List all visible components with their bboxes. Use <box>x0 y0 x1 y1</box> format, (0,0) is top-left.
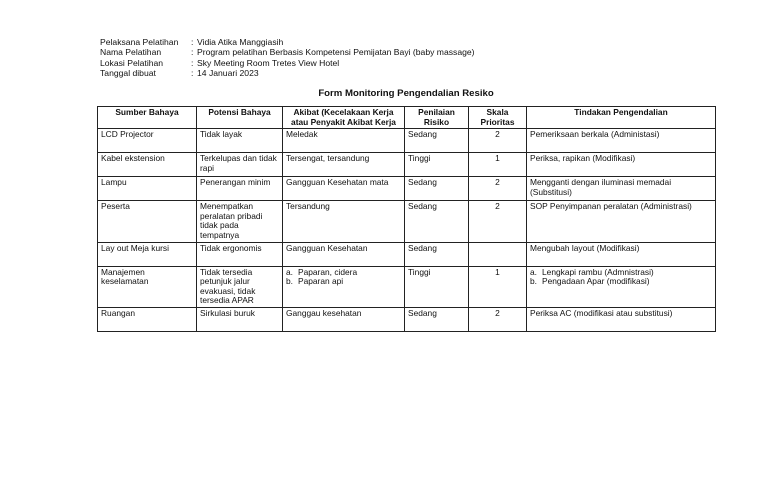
akibat-list <box>286 268 401 287</box>
cell-potensi: Tidak layak <box>197 129 283 153</box>
header-tindakan-pengendalian: Tindakan Pengendalian <box>527 107 716 129</box>
table-header-row <box>98 107 716 129</box>
table-row <box>98 177 716 201</box>
header-akibat: Akibat (Kecelakaan Kerja atau Penyakit Akibat Kerja <box>283 107 405 129</box>
header-penilaian-risiko: Penilaian Risiko <box>405 107 469 129</box>
info-value: Vidia Atika Manggiasih <box>197 37 284 47</box>
cell-tindakan: Mengganti dengan iluminasi memadai (Substitusi) <box>527 177 716 201</box>
info-colon: : <box>191 47 194 58</box>
info-value: Sky Meeting Room Tretes View Hotel <box>197 57 340 68</box>
info-row-pelaksana <box>100 37 475 47</box>
table-row <box>98 201 716 242</box>
info-value: Program pelatihan Berbasis Kompetensi Pemijatan Bayi (baby massage) <box>197 47 475 58</box>
info-colon: : <box>191 37 194 47</box>
cell-skala: 2 <box>469 307 527 331</box>
table-row <box>98 307 716 331</box>
cell-potensi: Tidak tersedia petunjuk jalur evakuasi, tidak tersedia APAR <box>197 266 283 307</box>
info-colon: : <box>191 68 194 79</box>
info-row-tanggal <box>100 68 475 78</box>
info-value: 14 Januari 2023 <box>197 68 259 79</box>
cell-tindakan: SOP Penyimpanan peralatan (Administrasi) <box>527 201 716 242</box>
cell-tindakan: Pemeriksaan berkala (Administasi) <box>527 129 716 153</box>
cell-penilaian: Sedang <box>405 177 469 201</box>
cell-akibat: Gangguan Kesehatan <box>283 242 405 266</box>
cell-skala: 2 <box>469 177 527 201</box>
info-label: Nama Pelatihan <box>100 47 162 58</box>
cell-penilaian: Tinggi <box>405 153 469 177</box>
cell-skala <box>469 242 527 266</box>
list-item-text: Pengadaan Apar (modifikasi) <box>542 276 650 287</box>
table-row <box>98 153 716 177</box>
cell-penilaian: Sedang <box>405 307 469 331</box>
cell-akibat: Meledak <box>283 129 405 153</box>
cell-sumber: Lay out Meja kursi <box>98 242 197 266</box>
list-marker: a. <box>530 266 537 277</box>
cell-potensi: Penerangan minim <box>197 177 283 201</box>
risk-control-table <box>97 106 716 332</box>
cell-sumber: Kabel ekstension <box>98 153 197 177</box>
cell-penilaian: Sedang <box>405 129 469 153</box>
training-info <box>100 37 475 79</box>
cell-penilaian: Sedang <box>405 201 469 242</box>
list-marker: a. <box>286 266 293 277</box>
cell-akibat: Gangguan Kesehatan mata <box>283 177 405 201</box>
info-row-nama <box>100 47 475 57</box>
cell-potensi: Tidak ergonomis <box>197 242 283 266</box>
info-label: Lokasi Pelatihan <box>100 57 164 68</box>
cell-penilaian: Tinggi <box>405 266 469 307</box>
list-item-text: Paparan api <box>298 276 344 287</box>
info-colon: : <box>191 57 194 68</box>
form-title: Form Monitoring Pengendalian Resiko <box>318 88 494 99</box>
cell-potensi: Sirkulasi buruk <box>197 307 283 331</box>
cell-sumber: Ruangan <box>98 307 197 331</box>
cell-skala: 1 <box>469 266 527 307</box>
cell-akibat: Tersandung <box>283 201 405 242</box>
cell-sumber: Manajemen keselamatan <box>98 266 197 307</box>
cell-sumber: Peserta <box>98 201 197 242</box>
list-item-text: Lengkapi rambu (Admnistrasi) <box>542 266 654 277</box>
list-item <box>530 277 712 287</box>
info-row-lokasi <box>100 58 475 68</box>
header-sumber-bahaya: Sumber Bahaya <box>98 107 197 129</box>
cell-tindakan <box>527 266 716 307</box>
cell-akibat: Tersengat, tersandung <box>283 153 405 177</box>
table-row <box>98 129 716 153</box>
table-row <box>98 242 716 266</box>
cell-potensi: Terkelupas dan tidak rapi <box>197 153 283 177</box>
cell-sumber: LCD Projector <box>98 129 197 153</box>
cell-sumber: Lampu <box>98 177 197 201</box>
cell-potensi: Menempatkan peralatan pribadi tidak pada tempatnya <box>197 201 283 242</box>
cell-akibat <box>283 266 405 307</box>
cell-akibat: Ganggau kesehatan <box>283 307 405 331</box>
cell-skala: 2 <box>469 129 527 153</box>
table-row <box>98 266 716 307</box>
header-skala-prioritas: Skala Prioritas <box>469 107 527 129</box>
cell-tindakan: Mengubah layout (Modifikasi) <box>527 242 716 266</box>
cell-skala: 1 <box>469 153 527 177</box>
list-item <box>286 277 401 287</box>
list-marker: b. <box>286 276 293 287</box>
info-label: Pelaksana Pelatihan <box>100 37 179 47</box>
cell-tindakan: Periksa, rapikan (Modifikasi) <box>527 153 716 177</box>
info-label: Tanggal dibuat <box>100 68 156 79</box>
list-item-text: Paparan, cidera <box>298 266 358 277</box>
tindakan-list <box>530 268 712 287</box>
cell-penilaian: Sedang <box>405 242 469 266</box>
header-potensi-bahaya: Potensi Bahaya <box>197 107 283 129</box>
cell-skala: 2 <box>469 201 527 242</box>
list-marker: b. <box>530 276 537 287</box>
cell-tindakan: Periksa AC (modifikasi atau substitusi) <box>527 307 716 331</box>
